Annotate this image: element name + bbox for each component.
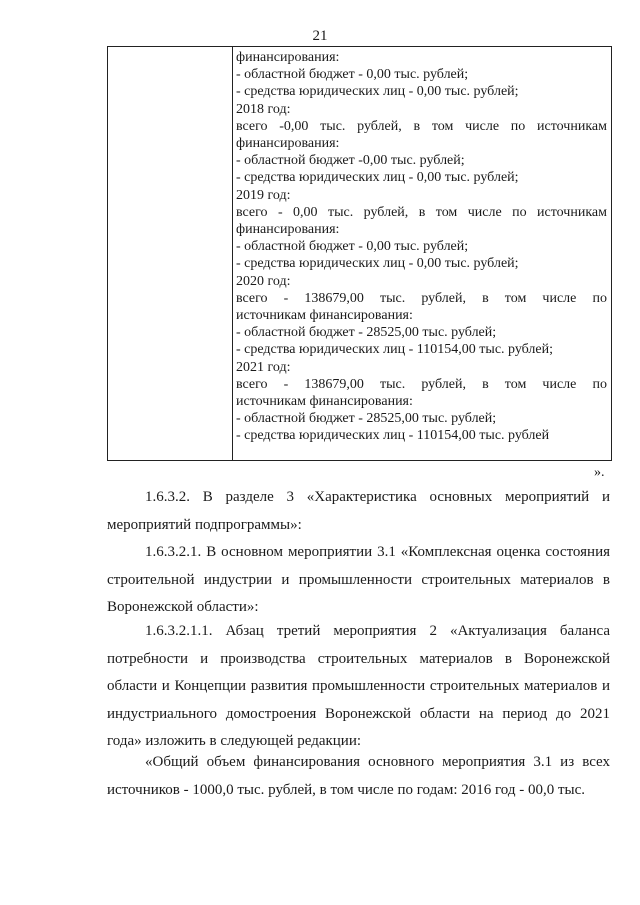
table-right-cell — [236, 49, 607, 445]
table-line: - областной бюджет - 28525,00 тыс. рублей; — [236, 411, 497, 427]
table-line: 2018 год: — [236, 101, 291, 117]
page-number: 21 — [312, 28, 328, 44]
closing-quote: ». — [594, 465, 605, 480]
paragraph-1-6-3-2 — [107, 484, 610, 539]
table-line: - средства юридических лиц - 0,00 тыс. рублей; — [236, 84, 519, 100]
table-line: - областной бюджет - 0,00 тыс. рублей; — [236, 67, 469, 83]
table-line: всего - 138679,00 тыс. рублей, в том числе по — [236, 290, 607, 306]
table-line: финансирования: — [236, 136, 340, 152]
paragraph-quoted-edition — [107, 749, 610, 804]
financing-table — [107, 46, 612, 461]
table-line: финансирования: — [236, 222, 340, 238]
table-line: 2020 год: — [236, 273, 291, 289]
table-line: - средства юридических лиц - 110154,00 тыс. рублей — [236, 428, 550, 444]
table-column-divider — [232, 47, 233, 460]
paragraph-1-6-3-2-1 — [107, 539, 610, 622]
table-line: 2019 год: — [236, 187, 291, 203]
table-line: 2021 год: — [236, 359, 291, 375]
table-line: источникам финансирования: — [236, 308, 413, 324]
table-line: всего - 0,00 тыс. рублей, в том числе по источникам — [236, 204, 607, 220]
table-line: - областной бюджет -0,00 тыс. рублей; — [236, 153, 465, 169]
paragraph-text: 1.6.3.2.1. В основном мероприятии 3.1 «Комплексная оценка состояния строительной индустрии и промышленности строительных материалов в Воронежской области»: — [107, 544, 610, 615]
paragraph-1-6-3-2-1-1 — [107, 618, 610, 756]
table-line: - средства юридических лиц - 0,00 тыс. рублей; — [236, 256, 519, 272]
paragraph-text: 1.6.3.2. В разделе 3 «Характеристика основных мероприятий и мероприятий подпрограммы»: — [107, 489, 610, 533]
table-line: источникам финансирования: — [236, 394, 413, 410]
table-line: - средства юридических лиц - 0,00 тыс. рублей; — [236, 170, 519, 186]
table-line: - областной бюджет - 0,00 тыс. рублей; — [236, 239, 469, 255]
paragraph-text: 1.6.3.2.1.1. Абзац третий мероприятия 2 «Актуализация баланса потребности и производства строительных материалов в Воронежской области и Концепции развития промышленности строительных материалов и индустриального домостроения Воронежской области на период до 2021 года» изложить в следующей редакции: — [107, 623, 610, 749]
table-line: всего - 138679,00 тыс. рублей, в том числе по — [236, 376, 607, 392]
table-line: финансирования: — [236, 50, 340, 65]
table-line: всего -0,00 тыс. рублей, в том числе по источникам — [236, 118, 607, 134]
table-line: - средства юридических лиц - 110154,00 тыс. рублей; — [236, 342, 554, 358]
table-line: - областной бюджет - 28525,00 тыс. рублей; — [236, 325, 497, 341]
paragraph-text: «Общий объем финансирования основного мероприятия 3.1 из всех источников - 1000,0 тыс. рублей, в том числе по годам: 2016 год - 00,0 тыс. — [107, 754, 610, 798]
